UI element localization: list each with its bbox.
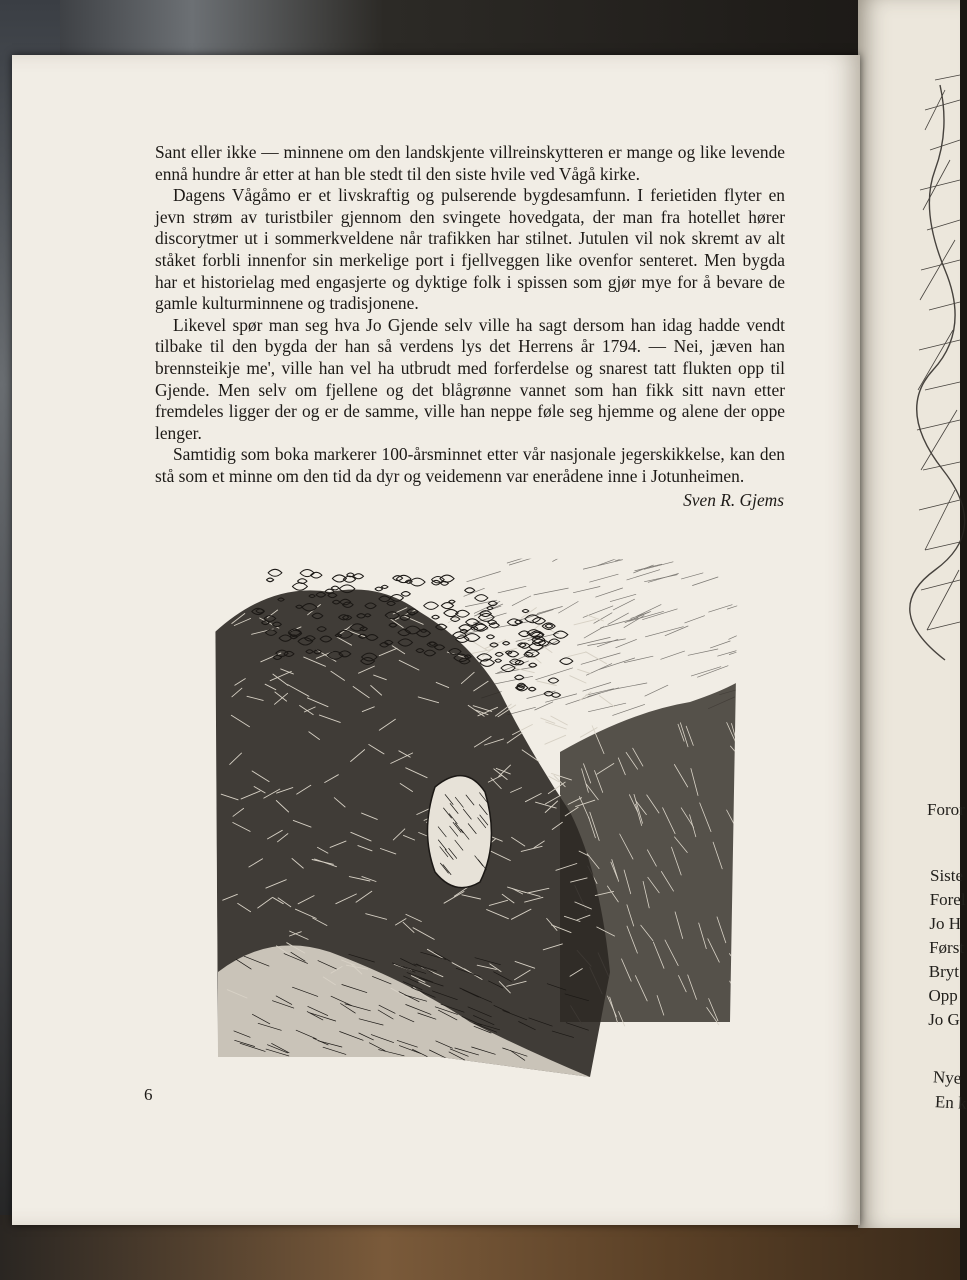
background-top [0,0,960,60]
toc-fragment: Bryt [928,962,960,981]
toc-fragment: Forel [929,890,966,909]
toc-fragment: Nye [932,1067,962,1088]
body-text [155,142,785,488]
right-page-illustration-fragment [915,70,960,670]
ink-drawing-illustration [210,552,740,1092]
author-signature: Sven R. Gjems [683,490,784,510]
paragraph: Samtidig som boka markerer 100-årsminnet etter vår nasjonale jegerskikkelse, kan den stå som et minne om den tid da dyr og veidemenn var enerådene inne i Jotunheimen. [155,444,785,486]
toc-fragment: Opp [928,986,958,1005]
toc-fragment: En k [934,1092,967,1113]
page-number: 6 [144,1085,153,1104]
toc-fragment: Først [929,938,965,957]
paragraph: Likevel spør man seg hva Jo Gjende selv ville ha sagt dersom han idag hadde vendt tilbake til den bygda der han så verdens lys det Herrens år 1794. — Nei, jæven han brennsteikje me', ville han vel ha utbrudt med forferdelse og snarest tatt flukten opp til Gjende. Men selv om fjellene og det blågrønne vannet som han fikk sitt navn etter fremdeles ligger der og er de samme, ville han neppe føle seg hjemme og alene der oppe lenger. [155,314,785,443]
right-page-heading-fragment: Foror [927,800,965,819]
paragraph: Sant eller ikke — minnene om den landskjente villreinskytteren er mange og like levende ennå hundre år etter at han ble stedt til den siste hvile ved Vågå kirke. [155,142,785,184]
paragraph: Dagens Vågåmo er et livskraftig og pulserende bygdesamfunn. I ferietiden flyter en jevn strøm av turistbiler gjennom den svingete hovedgata, der man fra hotellet hører discorytmer ut i sommerkveldene når trafikken har stilnet. Jutulen vil nok skremt av alt ståket forbli innenfor sin merkelige port i fjellveggen like ovenfor senteret. Men bygda har et historielag med engasjerte og dyktige folk i spissen som gjør mye for å bevare de gamle kulturminnene og tradisjonene. [155,185,785,314]
toc-fragment: Jo G [928,1010,960,1029]
toc-fragment: Siste [930,866,964,885]
right-page [858,0,960,1228]
toc-fragment: Jo H [929,914,962,933]
